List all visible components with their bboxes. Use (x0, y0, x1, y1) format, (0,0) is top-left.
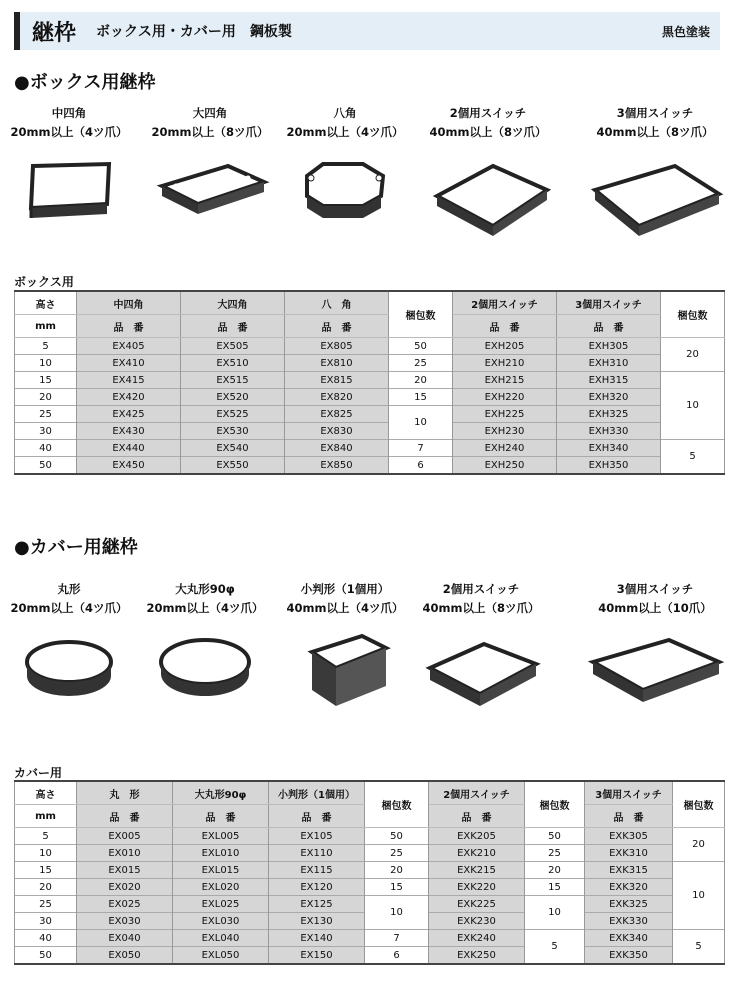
height-cell: 15 (15, 372, 77, 389)
product-spec: 20mm以上（4ツ爪） (10, 601, 128, 615)
part-cell: EXH325 (557, 406, 661, 423)
part-cell: EX040 (77, 930, 173, 947)
pack-cell: 20 (365, 862, 429, 879)
part-cell: EX825 (285, 406, 389, 423)
pack-cell: 50 (365, 828, 429, 845)
product-name: 丸形 (57, 582, 81, 596)
part-cell: EXK240 (429, 930, 525, 947)
product-name: 八角 (333, 106, 357, 120)
pack-cell: 20 (673, 828, 725, 862)
table-row (15, 930, 725, 947)
double-switch-frame-icon (423, 156, 553, 246)
part-number-header: 品 番 (77, 315, 181, 338)
part-cell: EX010 (77, 845, 173, 862)
pack-cell: 6 (365, 947, 429, 965)
pack-cell: 25 (365, 845, 429, 862)
part-cell: EXK205 (429, 828, 525, 845)
part-cell: EX830 (285, 423, 389, 440)
part-cell: EXL030 (173, 913, 269, 930)
pack-cell: 7 (389, 440, 453, 457)
header-accent-bar (14, 12, 20, 50)
part-cell: EXL015 (173, 862, 269, 879)
part-cell: EXK210 (429, 845, 525, 862)
height-header: 高さ (15, 781, 77, 805)
part-cell: EX440 (77, 440, 181, 457)
part-cell: EXL050 (173, 947, 269, 965)
height-cell: 10 (15, 845, 77, 862)
box-frame-table (14, 290, 725, 475)
part-cell: EX050 (77, 947, 173, 965)
part-cell: EXK325 (585, 896, 673, 913)
product-cover-large-round (142, 580, 268, 708)
part-cell: EX415 (77, 372, 181, 389)
pack-cell: 10 (673, 862, 725, 930)
part-cell: EX130 (269, 913, 365, 930)
part-cell: EX530 (181, 423, 285, 440)
part-cell: EXK215 (429, 862, 525, 879)
pack-count-header: 梱包数 (365, 781, 429, 828)
table-row (15, 440, 725, 457)
height-cell: 30 (15, 423, 77, 440)
part-cell: EX550 (181, 457, 285, 475)
oval-frame-icon (290, 632, 400, 718)
pack-count-header: 梱包数 (661, 291, 725, 338)
part-cell: EXH215 (453, 372, 557, 389)
height-cell: 50 (15, 947, 77, 965)
product-spec: 40mm以上（8ツ爪） (596, 125, 714, 139)
product-box-large-square (140, 104, 280, 226)
part-number-header: 品 番 (453, 315, 557, 338)
product-spec: 40mm以上（8ツ爪） (422, 601, 540, 615)
page-header (14, 12, 720, 50)
part-cell: EX410 (77, 355, 181, 372)
product-spec: 20mm以上（4ツ爪） (286, 125, 404, 139)
part-cell: EX850 (285, 457, 389, 475)
part-cell: EXK225 (429, 896, 525, 913)
part-cell: EXK340 (585, 930, 673, 947)
product-spec: 40mm以上（4ツ爪） (286, 601, 404, 615)
part-cell: EX810 (285, 355, 389, 372)
part-cell: EX820 (285, 389, 389, 406)
pack-cell: 6 (389, 457, 453, 475)
height-cell: 50 (15, 457, 77, 475)
table-row (15, 845, 725, 862)
pack-cell: 5 (661, 440, 725, 475)
part-cell: EX115 (269, 862, 365, 879)
col-header-large-round: 大丸形90φ (173, 781, 269, 805)
part-cell: EXK330 (585, 913, 673, 930)
pack-cell: 25 (389, 355, 453, 372)
table-row (15, 355, 725, 372)
part-cell: EXL010 (173, 845, 269, 862)
part-cell: EX505 (181, 338, 285, 355)
part-cell: EX025 (77, 896, 173, 913)
part-cell: EX540 (181, 440, 285, 457)
part-cell: EX015 (77, 862, 173, 879)
part-cell: EX005 (77, 828, 173, 845)
product-name: 3個用スイッチ (616, 582, 694, 596)
pack-cell: 15 (525, 879, 585, 896)
pack-cell: 10 (661, 372, 725, 440)
product-spec: 40mm以上（8ツ爪） (429, 125, 547, 139)
pack-cell: 10 (389, 406, 453, 440)
part-cell: EX420 (77, 389, 181, 406)
part-cell: EXK310 (585, 845, 673, 862)
box-table-label: ボックス用 (14, 275, 74, 289)
height-cell: 25 (15, 896, 77, 913)
part-cell: EX840 (285, 440, 389, 457)
product-cover-double-switch (414, 580, 548, 718)
product-spec: 20mm以上（4ツ爪） (10, 125, 128, 139)
round-frame-icon (14, 632, 124, 708)
part-cell: EXH310 (557, 355, 661, 372)
cover-frame-table (14, 780, 725, 965)
pack-cell: 15 (365, 879, 429, 896)
page-subtitle: ボックス用・カバー用 鋼板製 (96, 24, 292, 40)
table-row (15, 947, 725, 965)
product-cover-oval (282, 580, 408, 718)
pack-cell: 15 (389, 389, 453, 406)
part-cell: EX510 (181, 355, 285, 372)
table-row (15, 406, 725, 423)
paint-finish-label: 黒色塗装 (661, 24, 710, 39)
col-header-octagon: 八 角 (285, 291, 389, 315)
part-cell: EXH220 (453, 389, 557, 406)
part-cell: EX125 (269, 896, 365, 913)
product-name: 小判形（1個用） (300, 582, 390, 596)
part-cell: EX520 (181, 389, 285, 406)
part-cell: EX515 (181, 372, 285, 389)
height-cell: 40 (15, 440, 77, 457)
triple-switch-cover-frame-icon (585, 632, 725, 722)
unit-header: mm (15, 805, 77, 828)
square-frame-icon (17, 156, 121, 226)
height-cell: 15 (15, 862, 77, 879)
octagon-frame-icon (293, 156, 397, 226)
page-title: 継枠 (32, 20, 77, 46)
height-cell: 30 (15, 913, 77, 930)
part-number-header: 品 番 (181, 315, 285, 338)
product-name: 3個用スイッチ (616, 106, 694, 120)
part-cell: EXL025 (173, 896, 269, 913)
table-row (15, 828, 725, 845)
part-cell: EXH305 (557, 338, 661, 355)
part-cell: EX430 (77, 423, 181, 440)
part-cell: EX120 (269, 879, 365, 896)
part-number-header: 品 番 (77, 805, 173, 828)
box-section-title: ●ボックス用継枠 (14, 72, 156, 93)
pack-cell: 50 (389, 338, 453, 355)
part-cell: EXH230 (453, 423, 557, 440)
pack-cell: 25 (525, 845, 585, 862)
table-row (15, 896, 725, 913)
part-cell: EXL005 (173, 828, 269, 845)
part-cell: EXH205 (453, 338, 557, 355)
part-cell: EXH240 (453, 440, 557, 457)
part-cell: EXH330 (557, 423, 661, 440)
pack-cell: 10 (365, 896, 429, 930)
part-cell: EX805 (285, 338, 389, 355)
pack-cell: 50 (525, 828, 585, 845)
part-cell: EXH320 (557, 389, 661, 406)
part-number-header: 品 番 (557, 315, 661, 338)
part-cell: EXK230 (429, 913, 525, 930)
pack-cell: 20 (661, 338, 725, 372)
part-cell: EX450 (77, 457, 181, 475)
part-cell: EX815 (285, 372, 389, 389)
pack-cell: 7 (365, 930, 429, 947)
part-cell: EXL020 (173, 879, 269, 896)
part-cell: EXK350 (585, 947, 673, 965)
table-row (15, 457, 725, 475)
part-cell: EX150 (269, 947, 365, 965)
part-cell: EXL040 (173, 930, 269, 947)
pack-count-header: 梱包数 (673, 781, 725, 828)
part-cell: EX140 (269, 930, 365, 947)
height-cell: 5 (15, 828, 77, 845)
part-cell: EXH315 (557, 372, 661, 389)
double-switch-cover-frame-icon (420, 632, 542, 718)
part-number-header: 品 番 (585, 805, 673, 828)
part-cell: EXH350 (557, 457, 661, 475)
part-cell: EXH250 (453, 457, 557, 475)
pack-cell: 20 (389, 372, 453, 389)
product-name: 中四角 (51, 106, 87, 120)
product-box-triple-switch (580, 104, 730, 256)
height-cell: 25 (15, 406, 77, 423)
table-row (15, 423, 725, 440)
product-spec: 20mm以上（8ツ爪） (151, 125, 269, 139)
product-name: 大丸形90φ (175, 582, 235, 596)
table-row (15, 862, 725, 879)
col-header-round: 丸 形 (77, 781, 173, 805)
cover-table-label: カバー用 (14, 766, 63, 780)
table-row (15, 338, 725, 355)
col-header-triple-switch: 3個用スイッチ (585, 781, 673, 805)
col-header-medium-square: 中四角 (77, 291, 181, 315)
pack-count-header: 梱包数 (389, 291, 453, 338)
col-header-oval: 小判形（1個用） (269, 781, 365, 805)
col-header-double-switch: 2個用スイッチ (453, 291, 557, 315)
part-cell: EX525 (181, 406, 285, 423)
part-cell: EXK250 (429, 947, 525, 965)
part-number-header: 品 番 (285, 315, 389, 338)
part-number-header: 品 番 (269, 805, 365, 828)
product-spec: 40mm以上（10爪） (598, 601, 712, 615)
pack-count-header: 梱包数 (525, 781, 585, 828)
table-row (15, 879, 725, 896)
height-cell: 20 (15, 879, 77, 896)
part-cell: EXK320 (585, 879, 673, 896)
part-cell: EXK220 (429, 879, 525, 896)
part-cell: EXH340 (557, 440, 661, 457)
height-header: 高さ (15, 291, 77, 315)
height-cell: 40 (15, 930, 77, 947)
part-cell: EXK305 (585, 828, 673, 845)
product-name: 2個用スイッチ (449, 106, 527, 120)
part-cell: EXK315 (585, 862, 673, 879)
part-cell: EX110 (269, 845, 365, 862)
pack-cell: 20 (525, 862, 585, 879)
triple-switch-frame-icon (585, 156, 725, 256)
part-cell: EX020 (77, 879, 173, 896)
part-cell: EX405 (77, 338, 181, 355)
part-cell: EX425 (77, 406, 181, 423)
product-cover-round (6, 580, 132, 708)
height-cell: 5 (15, 338, 77, 355)
height-cell: 10 (15, 355, 77, 372)
part-cell: EX030 (77, 913, 173, 930)
part-cell: EX105 (269, 828, 365, 845)
product-spec: 20mm以上（4ツ爪） (146, 601, 264, 615)
col-header-double-switch: 2個用スイッチ (429, 781, 525, 805)
product-box-octagon (282, 104, 408, 226)
large-square-frame-icon (148, 156, 272, 226)
table-row (15, 372, 725, 389)
col-header-large-square: 大四角 (181, 291, 285, 315)
unit-header: mm (15, 315, 77, 338)
cover-section-title: ●カバー用継枠 (14, 537, 138, 558)
part-number-header: 品 番 (429, 805, 525, 828)
table-row (15, 389, 725, 406)
pack-cell: 10 (525, 896, 585, 930)
product-name: 大四角 (192, 106, 228, 120)
product-name: 2個用スイッチ (442, 582, 520, 596)
part-cell: EXH225 (453, 406, 557, 423)
part-cell: EXH210 (453, 355, 557, 372)
product-cover-triple-switch (580, 580, 730, 722)
pack-cell: 5 (673, 930, 725, 965)
large-round-frame-icon (150, 632, 260, 708)
col-header-triple-switch: 3個用スイッチ (557, 291, 661, 315)
part-number-header: 品 番 (173, 805, 269, 828)
product-box-medium-square (6, 104, 132, 226)
height-cell: 20 (15, 389, 77, 406)
product-box-double-switch (418, 104, 558, 246)
pack-cell: 5 (525, 930, 585, 965)
